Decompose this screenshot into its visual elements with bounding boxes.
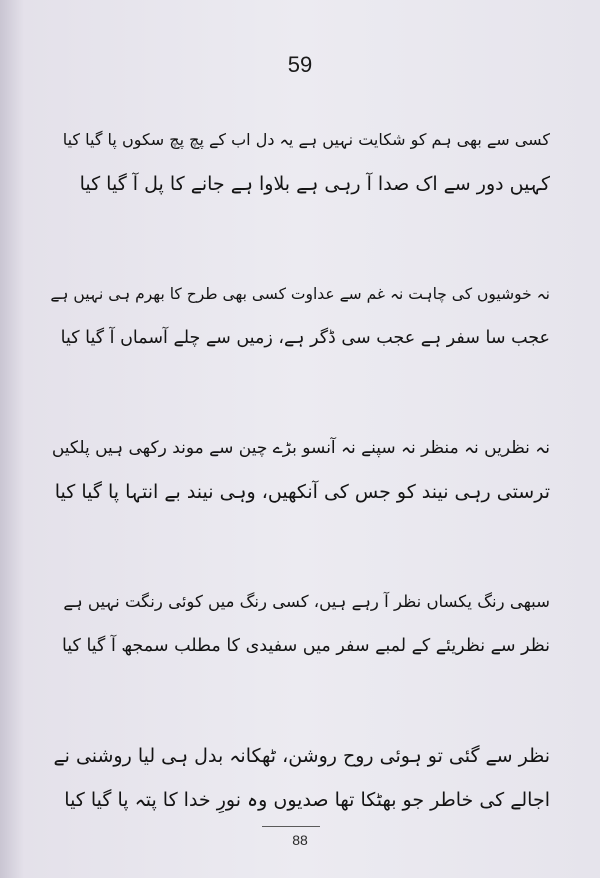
page-number-bottom: 88 bbox=[292, 832, 308, 848]
verse-line: سبھی رنگ یکساں نظر آ رہے ہیں، کسی رنگ میں کوئی رنگت نہیں ہے bbox=[63, 592, 550, 611]
stanza bbox=[50, 272, 550, 360]
page-number-top: 59 bbox=[287, 52, 313, 77]
verse-line: نہ نظریں نہ منظر نہ سپنے نہ آنسو بڑے چین سے موند رکھی ہیں پلکیں bbox=[51, 438, 550, 458]
verse-line: کسی سے بھی ہم کو شکایت نہیں ہے یہ دل اب کے پچ پچ سکوں پا گیا کیا bbox=[62, 130, 550, 149]
stanza bbox=[50, 580, 550, 668]
stanza bbox=[50, 426, 550, 514]
poem-body bbox=[50, 118, 550, 822]
footer-rule bbox=[262, 826, 320, 827]
verse-line: اجالے کی خاطر جو بھٹکا تھا صدیوں وہ نورِ خدا کا پتہ پا گیا کیا bbox=[64, 789, 550, 811]
verse-line: نظر سے نظریئے کے لمبے سفر میں سفیدی کا مطلب سمجھ آ گیا کیا bbox=[61, 636, 550, 656]
verse-line: عجب سا سفر ہے عجب سی ڈگر ہے، زمیں سے چلے آسماں آ گیا کیا bbox=[60, 328, 550, 348]
stanza bbox=[50, 118, 550, 206]
stanza bbox=[50, 734, 550, 822]
verse-line: ترستی رہی نیند کو جس کی آنکھیں، وہی نیند بے انتہا پا گیا کیا bbox=[54, 481, 550, 503]
verse-line: نظر سے گئی تو ہوئی روح روشن، ٹھکانہ بدل ہی لیا روشنی نے bbox=[53, 745, 550, 767]
verse-line: نہ خوشیوں کی چاہت نہ غم سے عداوت کسی بھی طرح کا بھرم ہی نہیں ہے bbox=[50, 285, 550, 303]
verse-line: کہیں دور سے اک صدا آ رہی ہے بلاوا ہے جانے کا پل آ گیا کیا bbox=[79, 173, 550, 195]
